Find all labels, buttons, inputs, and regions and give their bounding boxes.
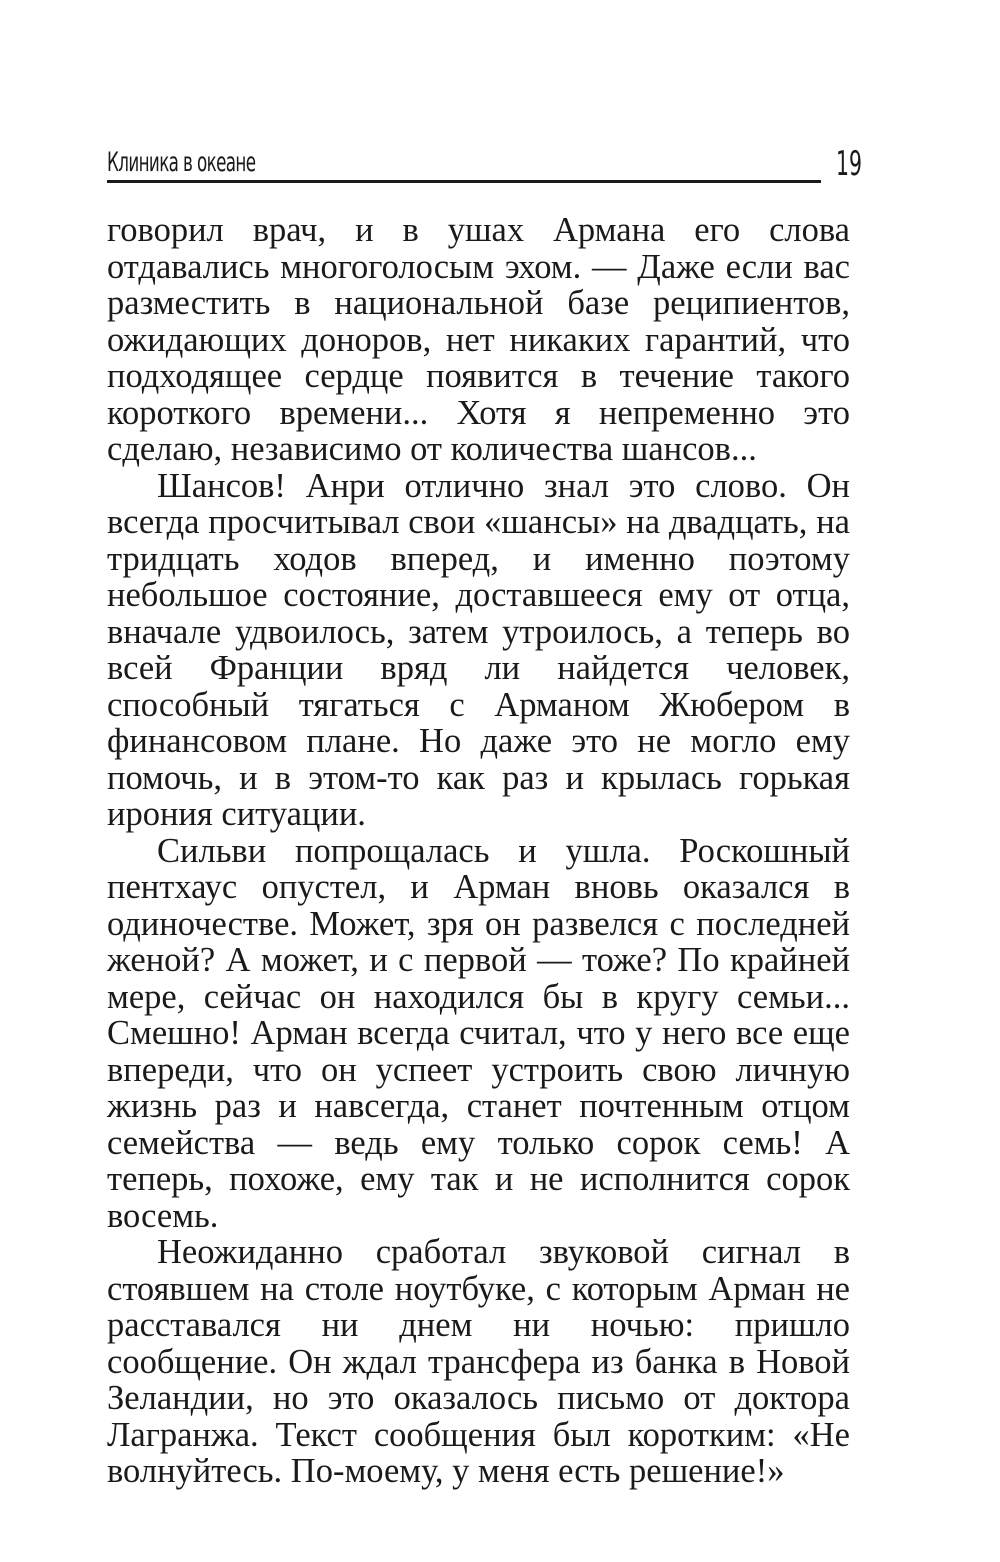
page-number: 19: [836, 144, 862, 184]
paragraph: Сильви попрощалась и ушла. Роскошный пентхаус опустел, и Арман вновь оказался в одиночестве. Может, зря он развелся с последней женой? А может, и с первой — тоже? По крайней мере, сейчас он находился бы в кругу семьи... Смешно! Арман всегда считал, что у него все еще впереди, что он успеет устроить свою личную жизнь раз и навсегда, станет почтенным отцом семейства — ведь ему только сорок семь! А теперь, похоже, ему так и не исполнится сорок восемь.: [107, 831, 850, 1235]
text-body: [107, 212, 850, 1490]
paragraph: Шансов! Анри отлично знал это слово. Он всегда просчитывал свои «шансы» на двадцать, на тридцать ходов вперед, и именно поэтому небольшое состояние, доставшееся ему от отца, вначале удвоилось, затем утроилось, а теперь во всей Франции вряд ли найдется человек, способный тягаться с Арманом Жюбером в финансовом плане. Но даже это не могло ему помочь, и в этом-то как раз и крылась горькая ирония ситуации.: [107, 466, 850, 833]
running-title: Клиника в океане: [107, 147, 256, 178]
paragraph: говорил врач, и в ушах Армана его слова отдавались многоголосым эхом. — Даже если вас разместить в национальной базе реципиентов, ожидающих доноров, нет никаких гарантий, что подходящее сердце появится в течение такого короткого времени... Хотя я непременно это сделаю, независимо от количества шансов...: [107, 211, 850, 468]
running-head: [107, 140, 821, 183]
paragraph: Неожиданно сработал звуковой сигнал в стоявшем на столе ноутбуке, с которым Арман не расставался ни днем ни ночью: пришло сообщение. Он ждал трансфера из банка в Новой Зеландии, но это оказалось письмо от доктора Лагранжа. Текст сообщения был коротким: «Не волнуйтесь. По-моему, у меня есть решение!»: [107, 1233, 850, 1490]
